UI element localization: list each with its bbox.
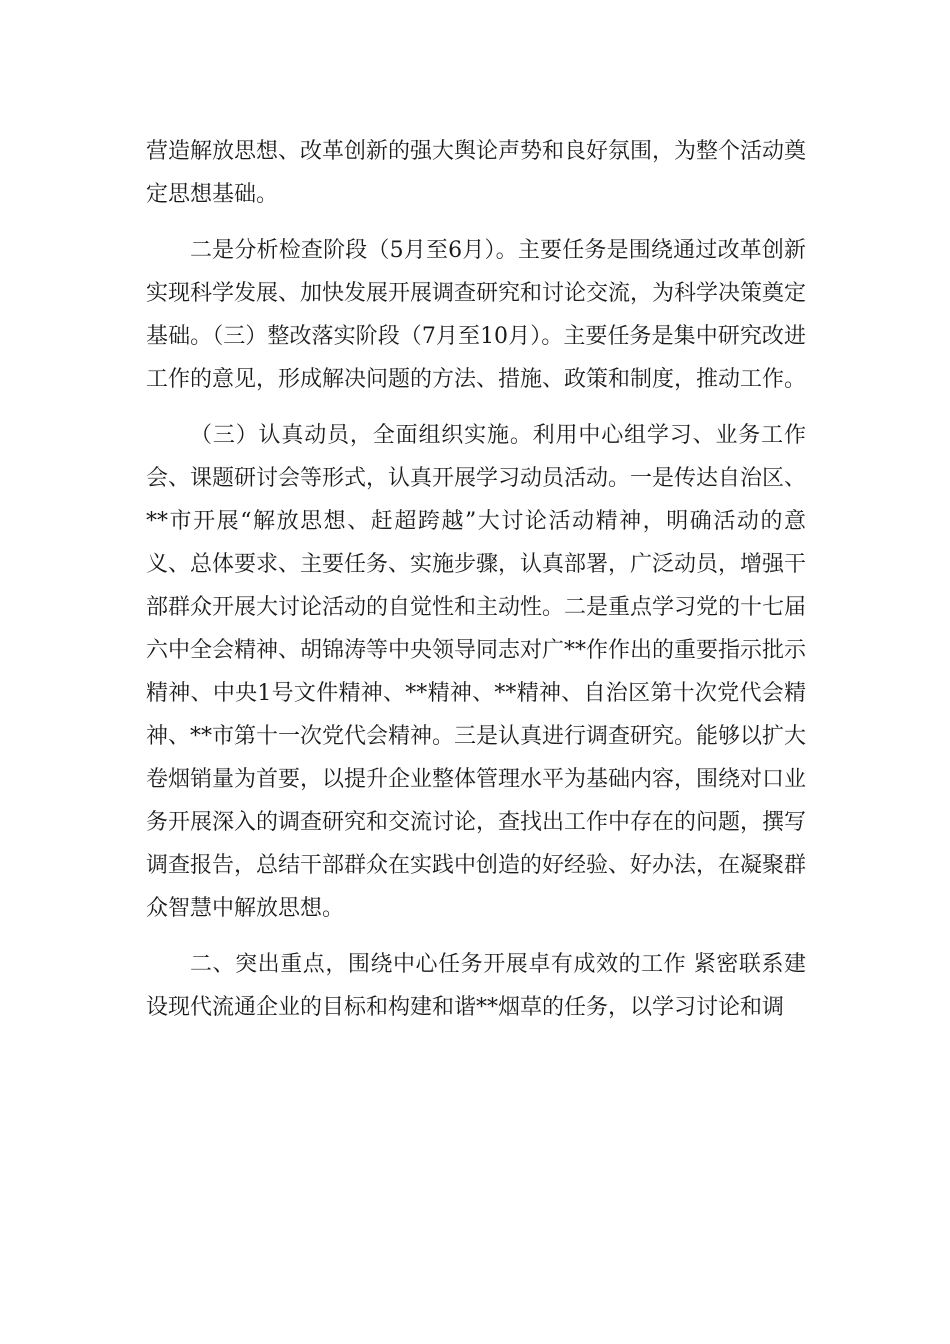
paragraph-continuation: 营造解放思想、改革创新的强大舆论声势和良好氛围，为整个活动奠定思想基础。 — [146, 139, 807, 207]
paragraph-analysis-stage: 二是分析检查阶段（5月至6月）。主要任务是围绕通过改革创新实现科学发展、加快发展开展调查研究和讨论交流，为科学决策奠定基础。（三）整改落实阶段（7月至10月）。主要任务是集中研究改进工作的意见，形成解决问题的方法、措施、政策和制度，推动工作。 — [146, 238, 807, 392]
paragraph-mobilization: （三）认真动员，全面组织实施。利用中心组学习、业务工作会、课题研讨会等形式，认真开展学习动员活动。一是传达自治区、**市开展“解放思想、赶超跨越”大讨论活动精神，明确活动的意义、总体要求、主要任务、实施步骤，认真部署，广泛动员，增强干部群众开展大讨论活动的自觉性和主动性。二是重点学习党的十七届六中全会精神、胡锦涛等中央领导同志对广**作作出的重要指示批示精神、中央1号文件精神、**精神、**精神、自治区第十次党代会精神、**市第十一次党代会精神。三是认真进行调查研究。能够以扩大卷烟销量为首要，以提升企业整体管理水平为基础内容，围绕对口业务开展深入的调查研究和交流讨论，查找出工作中存在的问题，撰写调查报告，总结干部群众在实践中创造的好经验、好办法，在凝聚群众智慧中解放思想。 — [146, 423, 807, 921]
paragraph-section-two: 二、突出重点，围绕中心任务开展卓有成效的工作 紧密联系建设现代流通企业的目标和构建和谐**烟草的任务，以学习讨论和调 — [146, 952, 806, 1020]
document-body — [146, 130, 806, 1042]
